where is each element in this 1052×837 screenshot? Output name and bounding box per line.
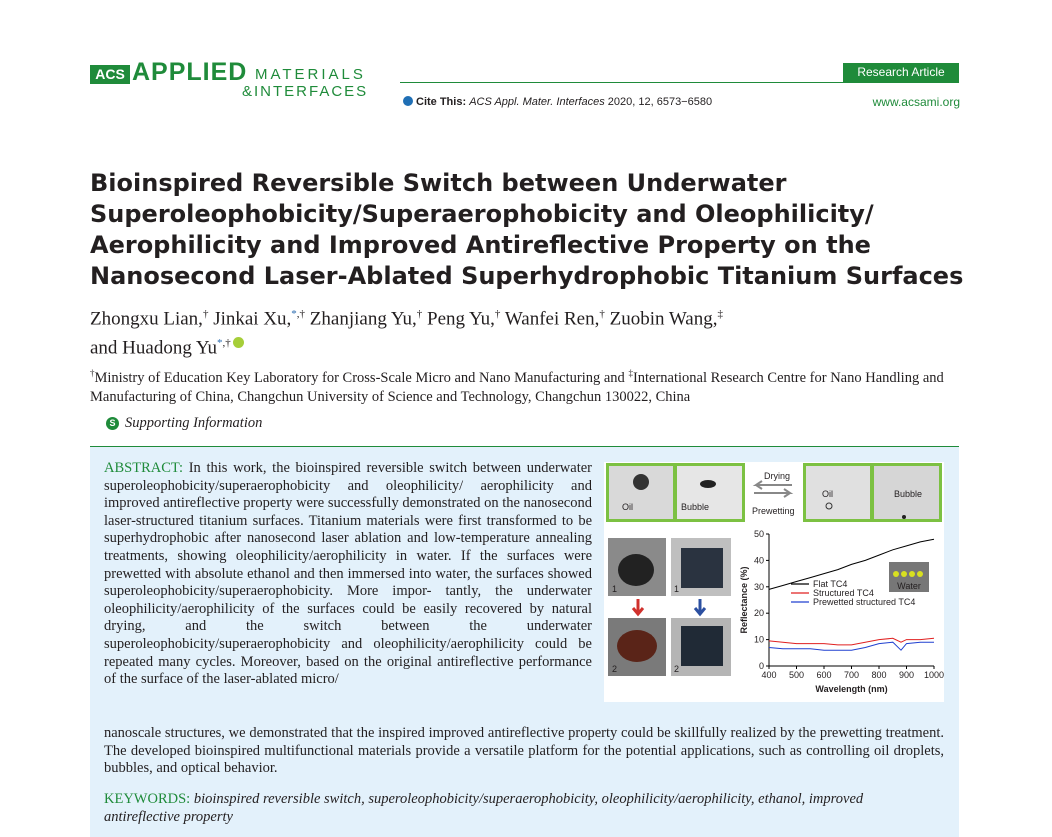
toc-svg [604, 462, 944, 702]
x-tick-label: 500 [788, 670, 805, 680]
y-tick-label: 10 [753, 634, 764, 645]
x-axis-label: Wavelength (nm) [815, 684, 888, 694]
oil-droplet-icon [633, 474, 649, 490]
affiliation: †Ministry of Education Key Laboratory for Cross-Scale Micro and Nano Manufacturing and ‡International Research Centre for Nano Handling and Manufacturing of China, Changchun University of Science and Technology, Changchun 130022, China [90, 368, 944, 405]
x-tick-label: 600 [816, 670, 832, 680]
author-list: Zhongxu Lian,† Jinkai Xu,*,† Zhanjiang Yu,† Peng Yu,† Wanfei Ren,† Zuobin Wang,‡ and Huadong Yu*,† [90, 308, 723, 359]
block-dark-droplet-icon [617, 630, 657, 662]
y-tick-label: 30 [753, 581, 764, 592]
y-tick-label: 40 [753, 555, 764, 566]
cite-journal: ACS Appl. Mater. Interfaces [469, 96, 605, 108]
author[interactable]: Zhanjiang Yu, [309, 308, 417, 330]
logo-interfaces: &INTERFACES [242, 83, 369, 100]
y-tick-label: 50 [753, 529, 764, 539]
photo-oil-left [609, 466, 673, 519]
arrow-left-icon [756, 481, 792, 489]
red-arrow-icon [633, 599, 643, 614]
abstract-body-2: nanoscale structures, we demonstrated that the inspired improved antireflective property could be skillfully realized by the prewetting treatment. The developed bioinspired multifunctional materials provide a versatile platform for the potential applications, such as controlling oil droplets, bubbles, and optical behavior. [104, 725, 944, 777]
arrow-right-icon [754, 489, 790, 497]
bubble-right-icon [902, 515, 906, 519]
block-droplet-icon [618, 554, 654, 586]
x-tick-label: 800 [871, 670, 887, 680]
article-type-badge: Research Article [843, 63, 959, 82]
plate-dark-2 [681, 626, 723, 666]
author[interactable]: and Huadong Yu [90, 337, 217, 359]
orcid-icon[interactable] [233, 337, 244, 348]
x-tick-label: 700 [843, 670, 860, 680]
photo-oil-right [806, 466, 870, 519]
bubble-icon [700, 480, 716, 488]
x-tick-label: 900 [898, 670, 915, 680]
cite-label: Cite This: [416, 96, 467, 108]
supporting-information-link[interactable]: S Supporting Information [106, 415, 262, 432]
keywords-text: bioinspired reversible switch, superoleophobicity/superaerophobicity, oleophilicity/aerophilicity, ethanol, improved antireflective property [104, 791, 864, 825]
photo-num-2a: 2 [612, 664, 618, 674]
plate-dark-1 [681, 548, 723, 588]
author[interactable]: Zuobin Wang, [609, 308, 718, 330]
logo-acs-box: ACS [90, 65, 130, 84]
label-oil-right: Oil [822, 489, 833, 499]
legend-entry: Structured TC4 [813, 588, 874, 598]
author[interactable]: Zhongxu Lian, [90, 308, 203, 330]
author[interactable]: Peng Yu, [427, 308, 495, 330]
legend-entry: Flat TC4 [813, 579, 848, 589]
legend-entry: Prewetted structured TC4 [813, 597, 916, 607]
paper-title: Bioinspired Reversible Switch between Underwater Superoleophobicity/Superaerophobicity and Oleophilicity/ Aerophilicity and Improved Antireflective Property on the Nanosecond Laser-Ablated Superhydrophobic Titanium Surfaces [90, 169, 964, 290]
check-icon [403, 96, 413, 106]
y-tick-label: 20 [753, 608, 764, 619]
y-tick-label: 0 [758, 661, 764, 671]
journal-url[interactable]: www.acsami.org [872, 95, 960, 109]
author[interactable]: Wanfei Ren, [504, 308, 600, 330]
inset-droplet-icon [917, 571, 923, 577]
series-line [769, 638, 934, 645]
label-bubble-left: Bubble [681, 502, 710, 512]
citation[interactable] [403, 96, 712, 108]
photo-num-2b: 2 [674, 664, 680, 674]
supporting-info-icon: S [106, 417, 119, 430]
logo-materials: MATERIALS [255, 66, 366, 83]
x-tick-label: 400 [761, 670, 777, 680]
inset-droplet-icon [909, 571, 915, 577]
inset-droplet-icon [893, 571, 899, 577]
inset-water-label: Water [897, 581, 921, 591]
logo-applied: APPLIED [132, 58, 248, 86]
toc-graphic [604, 462, 944, 702]
author[interactable]: Jinkai Xu, [213, 308, 292, 330]
label-oil-left: Oil [622, 502, 633, 512]
journal-logo [90, 60, 385, 104]
photo-num-1b: 1 [674, 584, 680, 594]
y-axis-label: Reflectance (%) [739, 566, 749, 634]
keywords [104, 790, 904, 826]
reflectance-chart [739, 529, 944, 694]
header-rule [400, 82, 959, 83]
photo-num-1a: 1 [612, 584, 618, 594]
cite-details: 2020, 12, 6573−6580 [607, 96, 713, 108]
label-drying: Drying [764, 471, 791, 481]
label-prewetting: Prewetting [752, 506, 795, 516]
label-bubble-right: Bubble [894, 489, 923, 499]
abstract-label: ABSTRACT: [104, 460, 184, 476]
keywords-label: KEYWORDS: [104, 791, 191, 807]
inset-droplet-icon [901, 571, 907, 577]
abstract-body-1: ABSTRACT: In this work, the bioinspired reversible switch between underwater superoleophobicity/superaerophobicity and oleophilicity/ aerophilicity and improved antireflective property were successfully demonstrated on the nanosecond laser-structured titanium surfaces. Titanium materials were first transformed to be superhydrophobic after nanosecond laser ablation and low-temperature annealing treatments, showing oleophilicity/aerophilicity in water. If the surfaces were prewetted with absolute ethanol and then immersed into water, the surfaces showed superoleophobicity/superaerophobicity. More impor- tantly, the underwater oleophilicity/aerophilicity of the surfaces could be easily recovered by natural drying, and the switch between the underwater superoleophobicity/superaerophobicity and oleophilicity/aerophilicity could be repeated many cycles. Moreover, based on the original antireflective performance of the surface of the laser-ablated micro/ [104, 460, 592, 688]
blue-arrow-icon [695, 599, 705, 614]
x-tick-label: 1000 [923, 670, 944, 680]
